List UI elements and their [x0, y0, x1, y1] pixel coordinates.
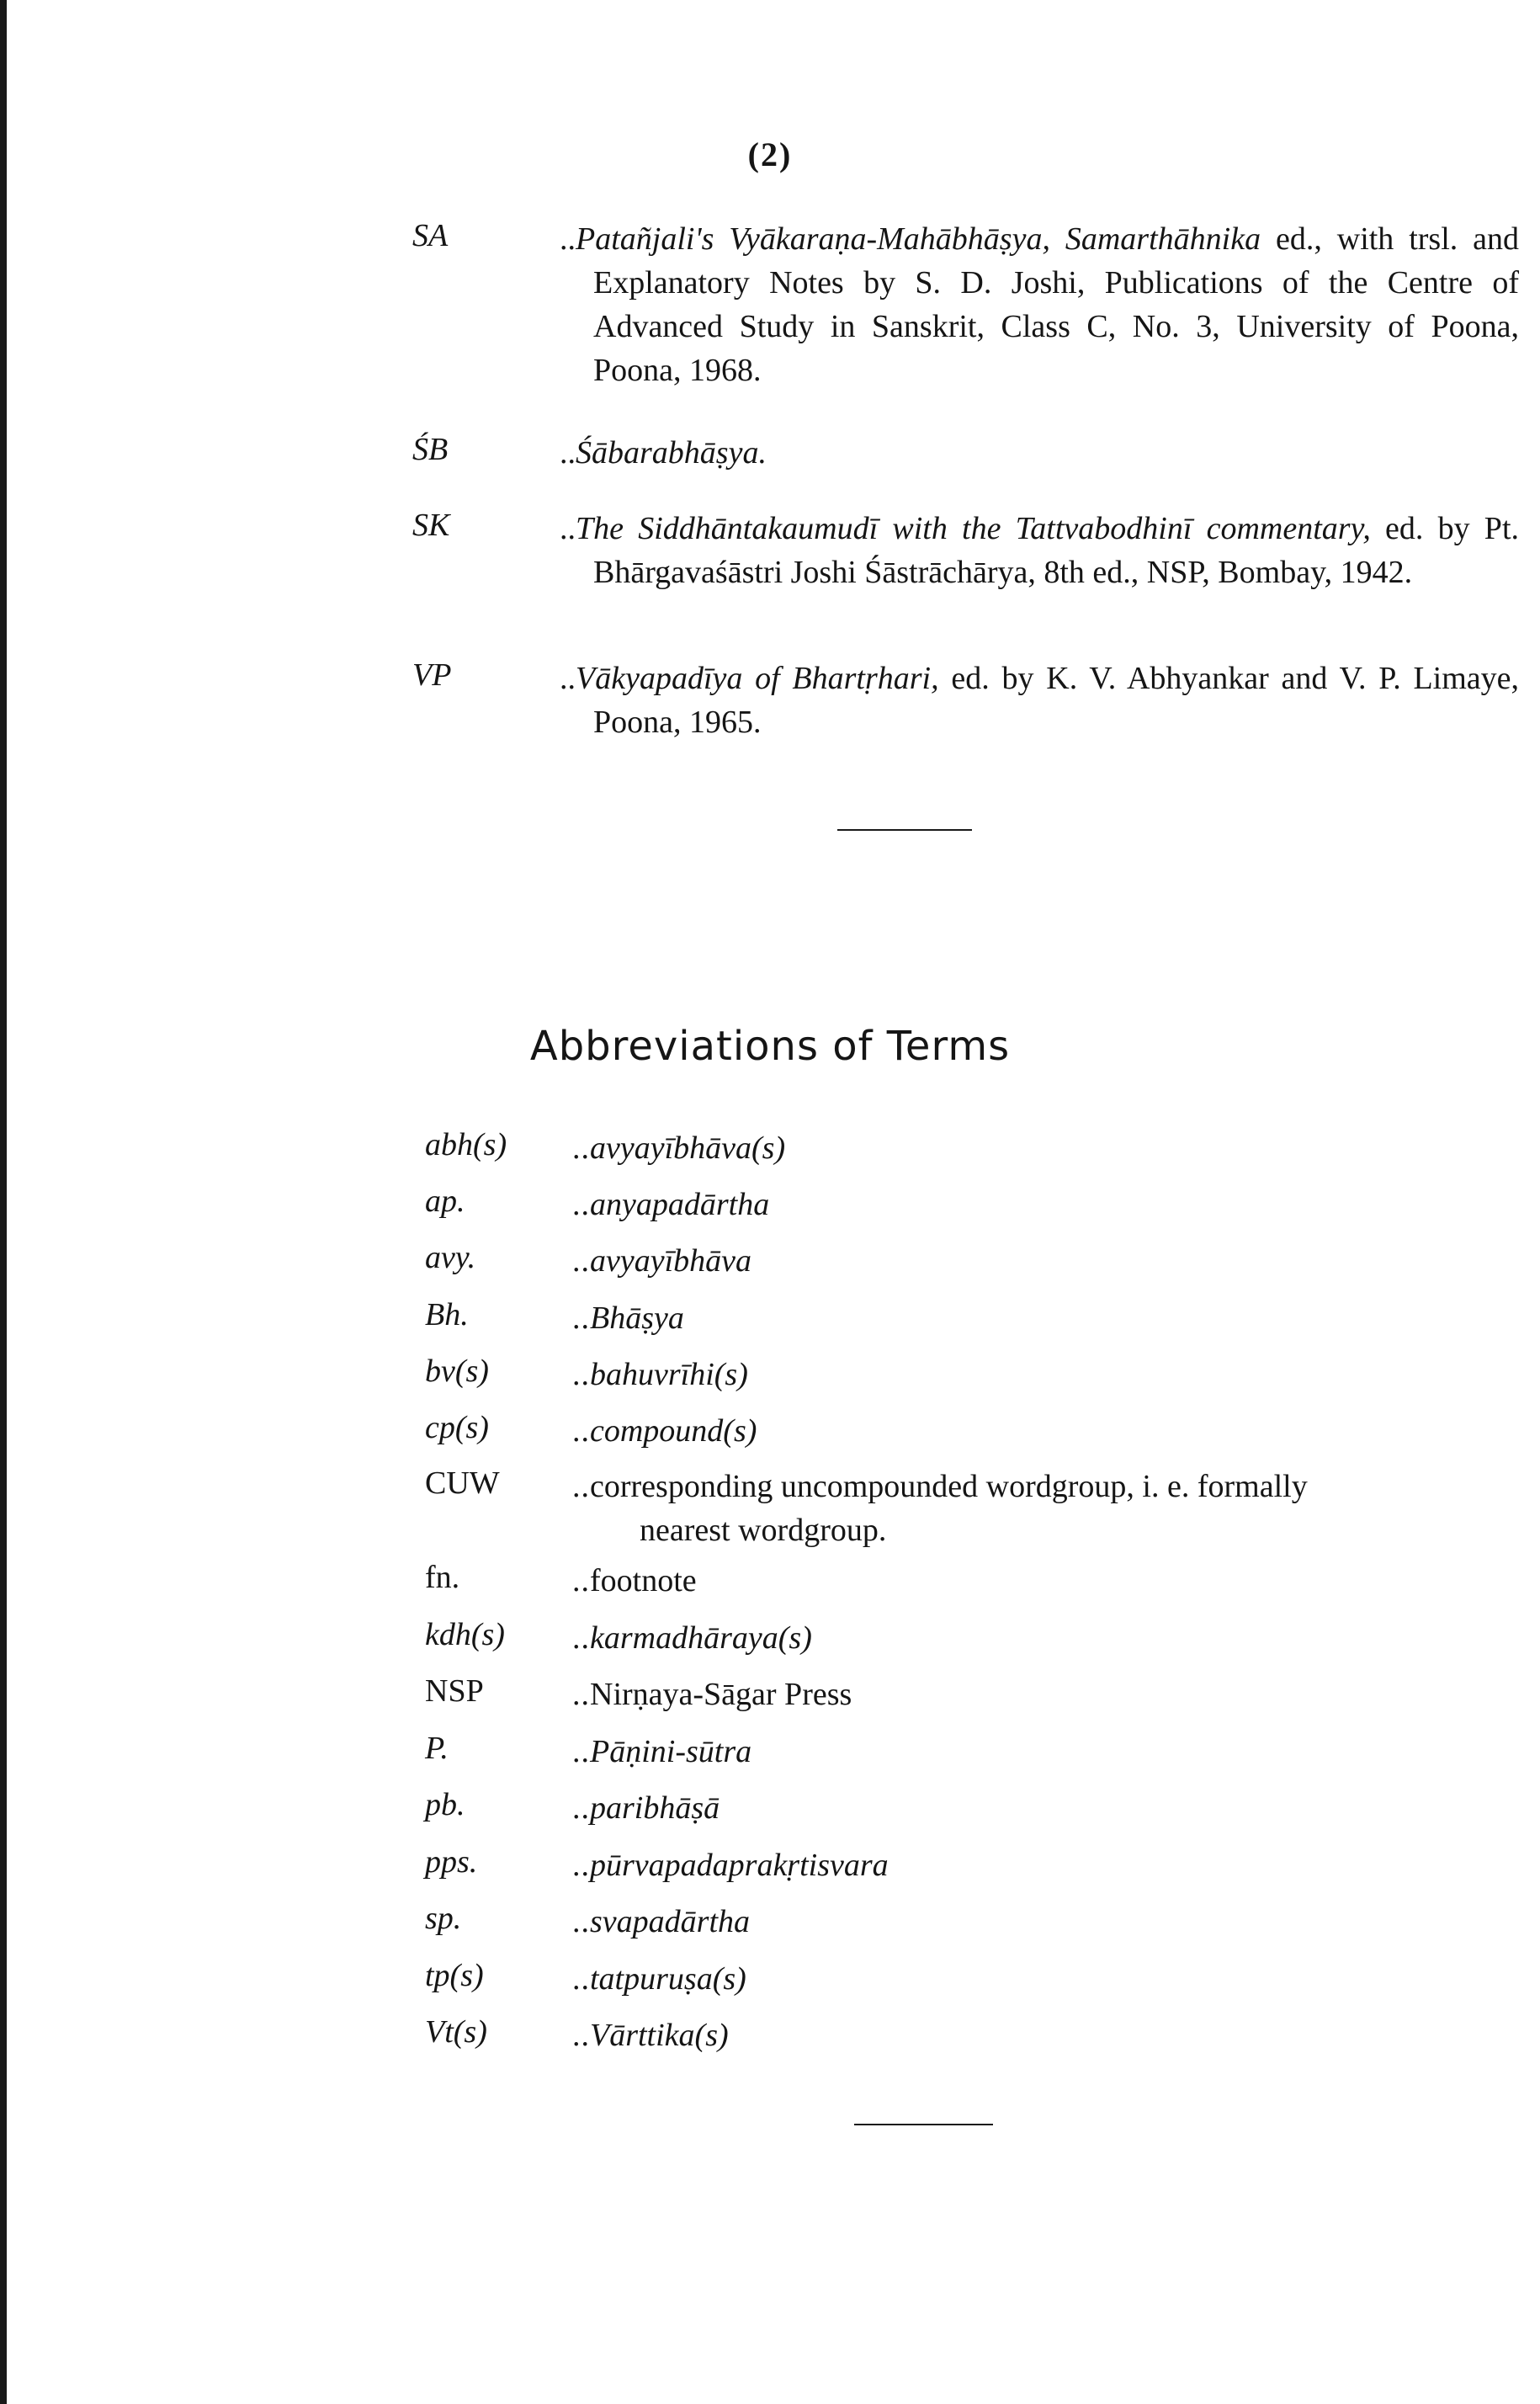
end-divider	[854, 2124, 993, 2125]
abbreviation-expansion-text: Vārttika(s)	[590, 2018, 729, 2053]
bibliography-entry-sa	[412, 217, 1520, 394]
abbreviation-row	[425, 1409, 1511, 1460]
bibliography-title-suffix: ed.,	[1261, 221, 1322, 257]
abbreviation-expansion-text: karmadhāraya(s)	[590, 1620, 812, 1656]
section-title: Abbreviations of Terms	[529, 1023, 1011, 1070]
bibliography-text: ..Vākyapadīya of Bhartṛhari, ed. by K. V. Abhyankar and V. P. Limaye, Poona, 1965.	[560, 661, 1520, 740]
abbreviation-expansion-text: Pāṇini-sūtra	[590, 1734, 752, 1769]
abbreviation-term: Vt(s)	[425, 2014, 487, 2050]
abbreviation-expansion: ..corresponding uncompounded wordgroup, i. e. formally nearest wordgroup.	[572, 1465, 1506, 1552]
bibliography-text: ..The Siddhāntakaumudī with the Tattvabodhinī commentary, ed. by Pt. Bhārgavaśāstri Joshi Śāstrāchārya, 8th ed., NSP, Bombay, 1942.	[560, 511, 1520, 590]
abbreviation-row	[425, 1843, 1511, 1894]
abbreviation-expansion: ..anyapadārtha	[572, 1187, 770, 1222]
abbreviation-term: Bh.	[425, 1297, 469, 1332]
abbreviation-term: avy.	[425, 1240, 476, 1275]
abbreviation-expansion-text: anyapadārtha	[590, 1187, 770, 1222]
abbreviation-row	[425, 1353, 1511, 1403]
abbreviation-row	[425, 1559, 1511, 1609]
abbreviation-expansion-text: tatpuruṣa(s)	[590, 1961, 746, 1997]
abbreviation-expansion: ..Nirṇaya-Sāgar Press	[572, 1677, 852, 1712]
abbreviation-row	[425, 2013, 1511, 2064]
bibliography-title: The Siddhāntakaumudī with the Tattvabodhinī commentary,	[576, 511, 1371, 546]
page-number: (2)	[747, 136, 793, 173]
abbreviation-term: cp(s)	[425, 1410, 489, 1445]
abbreviation-row	[425, 1730, 1511, 1780]
abbreviation-term: kdh(s)	[425, 1617, 505, 1652]
abbreviation-expansion-text: footnote	[590, 1563, 697, 1598]
abbreviation-expansion-text: compound(s)	[590, 1413, 757, 1449]
bibliography-details: ed. by K. V. Abhyankar and V. P. Limaye, Poona, 1965.	[593, 661, 1520, 740]
abbreviation-term: CUW	[425, 1465, 500, 1501]
abbreviation-term: tp(s)	[425, 1958, 484, 1993]
section-divider	[837, 829, 972, 831]
abbreviation-row	[425, 1183, 1511, 1233]
bibliography-entry-sk	[412, 507, 1520, 641]
abbreviation-expansion: ..Pāṇini-sūtra	[572, 1734, 752, 1769]
abbreviation-row	[425, 1296, 1511, 1347]
abbreviation-expansion-text: avyayībhāva(s)	[590, 1130, 786, 1166]
abbreviation-term: pb.	[425, 1787, 465, 1822]
abbreviation-row	[425, 1126, 1511, 1177]
abbreviation-term: P.	[425, 1731, 449, 1766]
abbreviation-term: abh(s)	[425, 1127, 507, 1162]
abbreviation-row	[425, 1673, 1511, 1723]
abbreviation-expansion: ..pūrvapadaprakṛtisvara	[572, 1848, 889, 1883]
abbreviation-row	[425, 1900, 1511, 1950]
bibliography-entry-sb	[412, 431, 1498, 481]
abbreviation-expansion-continued: nearest wordgroup.	[640, 1513, 887, 1548]
abbreviation-expansion-text: Nirṇaya-Sāgar Press	[590, 1677, 852, 1712]
bibliography-title: Vākyapadīya of Bhartṛhari,	[576, 661, 939, 696]
abbreviation-term: NSP	[425, 1673, 484, 1709]
abbreviation-expansion: ..karmadhāraya(s)	[572, 1620, 812, 1656]
abbreviation-expansion: ..svapadārtha	[572, 1904, 750, 1939]
bibliography-abbr: VP	[412, 657, 452, 693]
bibliography-text: ..Patañjali's Vyākaraṇa-Mahābhāṣya, Samarthāhnika ed., with trsl. and Explanatory Notes by S. D. Joshi, Publications of the Centre of Advanced Study in Sanskrit, Class C, No. 3, University of Poona, Poona, 1968.	[560, 221, 1520, 388]
abbreviation-expansion-text: bahuvrīhi(s)	[590, 1357, 748, 1392]
abbreviation-term: pps.	[425, 1844, 478, 1880]
bibliography-title: Patañjali's Vyākaraṇa-Mahābhāṣya, Samarthāhnika	[576, 221, 1261, 257]
abbreviation-row	[425, 1616, 1511, 1667]
abbreviation-expansion: ..Bhāṣya	[572, 1300, 684, 1336]
bibliography-abbr: SK	[412, 508, 450, 543]
bibliography-title: Śābarabhāṣya.	[576, 435, 767, 471]
abbreviation-expansion-text: paribhāṣā	[590, 1790, 720, 1826]
abbreviation-row	[425, 1239, 1511, 1290]
abbreviation-expansion-text: corresponding uncompounded wordgroup, i. e. formally	[590, 1469, 1308, 1504]
abbreviation-row	[425, 1465, 1511, 1548]
bibliography-abbr: SA	[412, 218, 449, 253]
abbreviation-expansion: ..paribhāṣā	[572, 1790, 720, 1826]
abbreviation-expansion: ..tatpuruṣa(s)	[572, 1961, 746, 1997]
abbreviation-expansion-text: Bhāṣya	[590, 1300, 684, 1336]
bibliography-abbr: ŚB	[412, 432, 449, 467]
abbreviation-term: sp.	[425, 1901, 462, 1936]
abbreviation-term: bv(s)	[425, 1354, 489, 1389]
abbreviation-expansion: ..avyayībhāva	[572, 1243, 752, 1279]
abbreviation-row	[425, 1786, 1511, 1837]
page-binding-edge	[0, 0, 7, 2404]
abbreviation-expansion: ..avyayībhāva(s)	[572, 1130, 786, 1166]
abbreviation-row	[425, 1957, 1511, 2008]
bibliography-details: with trsl. and Explanatory Notes by S. D. Joshi, Publications of the Centre of Advanced Study in Sanskrit, Class C, No. 3, University of Poona, Poona, 1968.	[593, 221, 1520, 388]
abbreviation-expansion-text: svapadārtha	[590, 1904, 750, 1939]
abbreviation-term: fn.	[425, 1560, 460, 1595]
bibliography-text: ..Śābarabhāṣya.	[560, 435, 767, 471]
bibliography-details: ed. by Pt. Bhārgavaśāstri Joshi Śāstrāchārya, 8th ed., NSP, Bombay, 1942.	[593, 511, 1520, 590]
abbreviation-expansion-text: pūrvapadaprakṛtisvara	[590, 1848, 889, 1883]
abbreviation-expansion-text: avyayībhāva	[590, 1243, 752, 1279]
bibliography-entry-vp	[412, 657, 1520, 749]
abbreviation-expansion: ..Vārttika(s)	[572, 2018, 729, 2053]
abbreviation-term: ap.	[425, 1183, 465, 1219]
abbreviation-expansion: ..footnote	[572, 1563, 697, 1598]
abbreviation-expansion: ..compound(s)	[572, 1413, 757, 1449]
abbreviation-expansion: ..bahuvrīhi(s)	[572, 1357, 748, 1392]
